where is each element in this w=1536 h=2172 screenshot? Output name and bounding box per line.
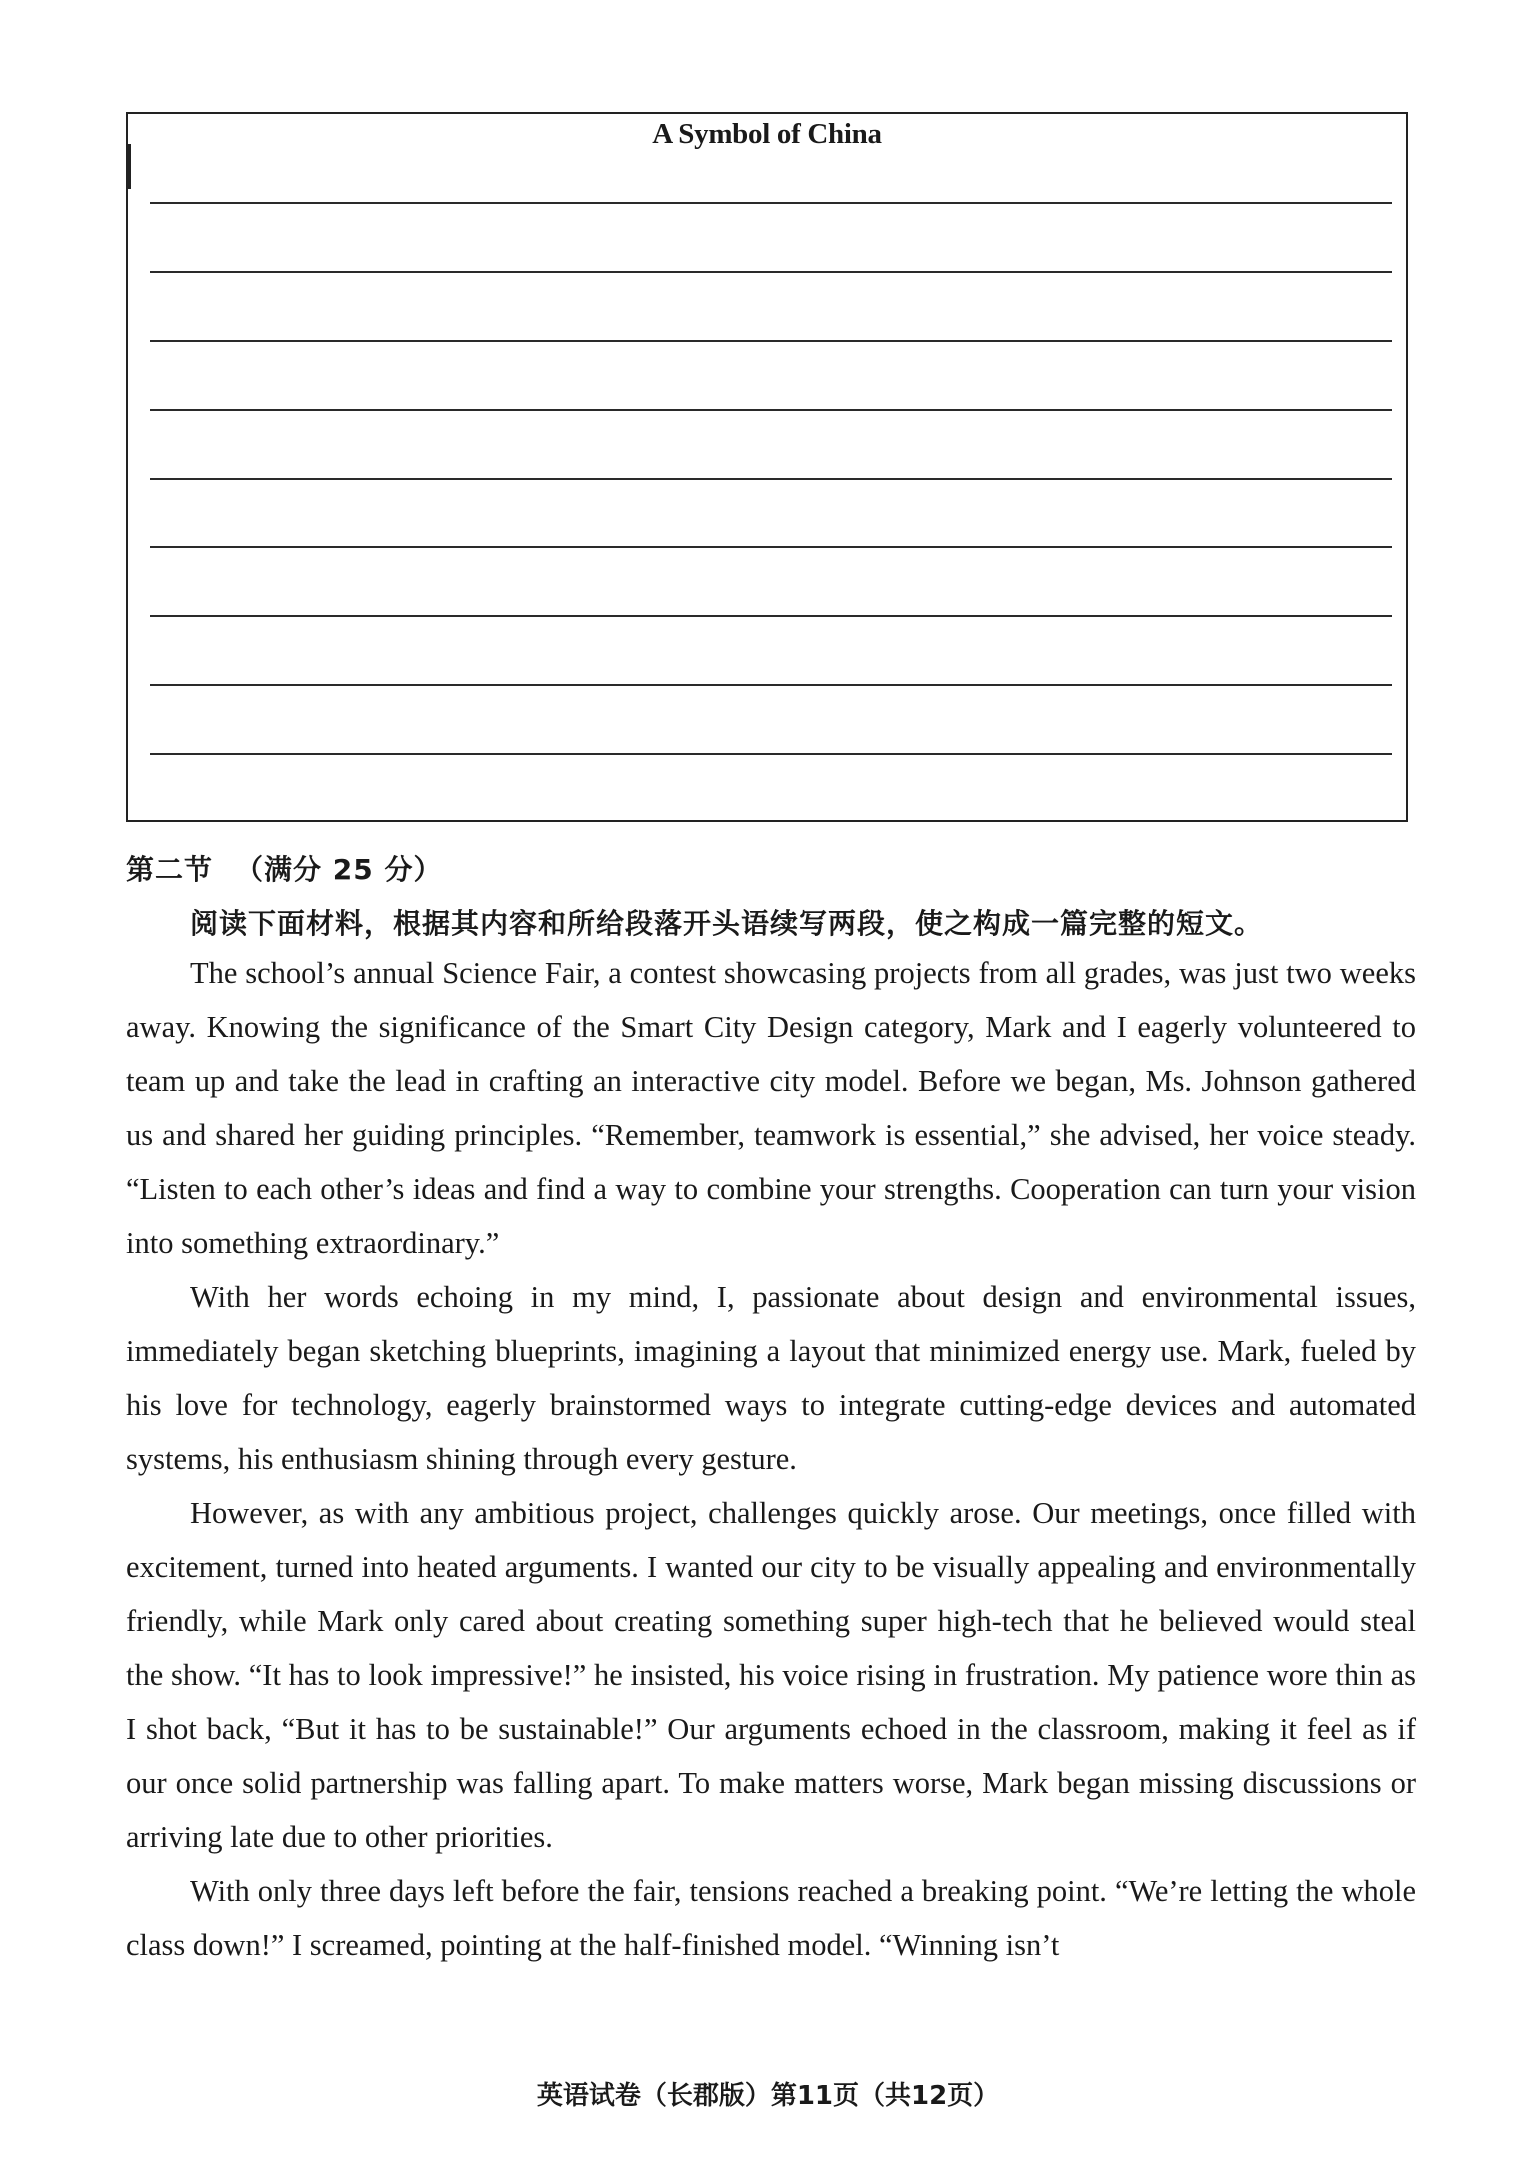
writing-title: A Symbol of China bbox=[652, 118, 882, 150]
writing-line bbox=[150, 202, 1392, 204]
passage-paragraph: However, as with any ambitious project, challenges quickly arose. Our meetings, once filled with excitement, turned into heated arguments. I wanted our city to be visually appealing and environmentally friendly, while Mark only cared about creating something super high-tech that he believed would steal the show. “It has to look impressive!” he insisted, his voice rising in frustration. My patience wore thin as I shot back, “But it has to be sustainable!” Our arguments echoed in the classroom, making it feel as if our once solid partnership was falling apart. To make matters worse, Mark began missing discussions or arriving late due to other priorities. bbox=[126, 1496, 1416, 1854]
page-footer: 英语试卷（长郡版）第11页（共12页） bbox=[536, 2081, 1000, 2111]
writing-line bbox=[150, 271, 1392, 273]
writing-line bbox=[150, 409, 1392, 411]
section-score: （满分 25 分） bbox=[235, 853, 443, 886]
writing-line bbox=[150, 546, 1392, 548]
passage-paragraph: With her words echoing in my mind, I, passionate about design and environmental issues, immediately began sketching blueprints, imagining a layout that minimized energy use. Mark, fueled by his love for technology, eagerly brainstormed ways to integrate cutting-edge devices and automated systems, his enthusiasm shining through every gesture. bbox=[126, 1280, 1416, 1476]
passage-paragraph: The school’s annual Science Fair, a contest showcasing projects from all grades, was just two weeks away. Knowing the significance of the Smart City Design category, Mark and I eagerly volunteered to team up and take the lead in crafting an interactive city model. Before we began, Ms. Johnson gathered us and shared her guiding principles. “Remember, teamwork is essential,” she advised, her voice steady. “Listen to each other’s ideas and find a way to combine your strengths. Cooperation can turn your vision into something extraordinary.” bbox=[126, 956, 1416, 1260]
passage-paragraph: With only three days left before the fair, tensions reached a breaking point. “We’re letting the whole class down!” I screamed, pointing at the half-finished model. “Winning isn’t bbox=[126, 1874, 1416, 1962]
writing-answer-box[interactable] bbox=[126, 112, 1408, 822]
reading-passage bbox=[126, 946, 1416, 1972]
section-heading bbox=[126, 848, 442, 888]
writing-line bbox=[150, 478, 1392, 480]
writing-line bbox=[150, 753, 1392, 755]
section-number: 第二节 bbox=[126, 853, 214, 886]
writing-line bbox=[150, 340, 1392, 342]
writing-line bbox=[150, 684, 1392, 686]
section-instruction: 阅读下面材料，根据其内容和所给段落开头语续写两段，使之构成一篇完整的短文。 bbox=[190, 907, 1264, 940]
writing-line bbox=[150, 615, 1392, 617]
